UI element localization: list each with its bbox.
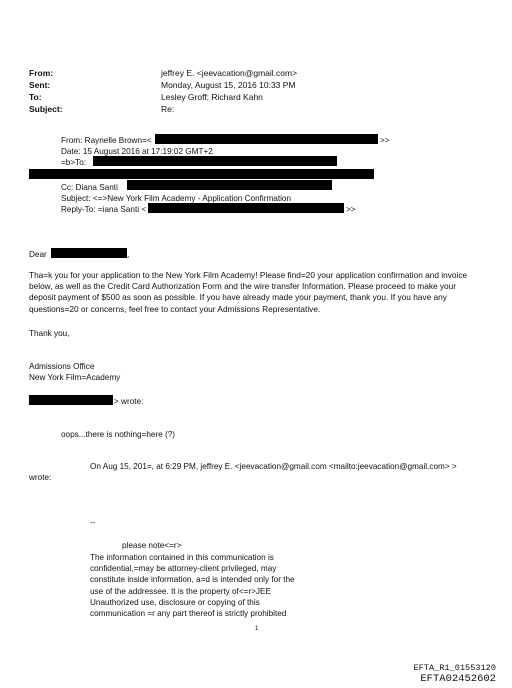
subject-value: Re: (161, 104, 175, 114)
sent-label: Sent: (29, 80, 51, 90)
page-number: 1 (255, 626, 259, 632)
redaction-block (51, 248, 130, 259)
redaction-block (148, 203, 344, 213)
redaction-block (29, 169, 374, 179)
signature-line-1: Admissions Office (29, 362, 95, 371)
to-label: To: (29, 92, 42, 102)
greeting: Dear (29, 250, 47, 259)
quoted-from-tail: >> (380, 136, 390, 145)
bates-id-small: EFTA_R1_01553120 (413, 663, 496, 673)
quoted-reply-to: Reply-To: =iana Santi < (61, 205, 147, 214)
quoted-date: Date: 15 August 2016 at 17:19:02 GMT+2 (61, 147, 213, 156)
redaction-block (93, 156, 337, 166)
quoted-subject: Subject: <=>New York Film Academy - Application Confirmation (61, 194, 292, 203)
greeting-tail: , (127, 250, 130, 259)
body-paragraph: Tha=k you for your application to the New York Film Academy! Please find=20 your application confirmation and invoice below, as well as the Credit Card Authorization Form and the wire transfer Information. Please proceed to make your deposit payment of $500 as soon as possible. If you have already made your payment, thank you. If you have any questions=20 or concerns, feel free to contact your Admissions Representative. (29, 270, 468, 314)
from-value: jeffrey E. <jeevacation@gmail.com> (161, 68, 298, 78)
quoted-to: =b>To: (61, 158, 87, 167)
confidentiality-notice: The information contained in this communication is confidential,=may be attorney-client privileged, may constitute inside information, a=d is intended only for the use of the addressee. It is the property of<=r>JEE Unauthorized use, disclosure or copying of this communication =r any part thereof is strictly prohibited (90, 553, 295, 619)
redaction-block (127, 180, 332, 190)
redaction-block (155, 134, 378, 144)
to-value: Lesley Groff; Richard Kahn (161, 92, 263, 102)
please-note: please note<=r> (122, 541, 182, 550)
on-date-line: On Aug 15, 201=, at 6:29 PM, jeffrey E. <jeevacation@gmail.com <mailto:jeevacation@gmail.com> > (90, 462, 457, 471)
wrote-line: > wrote: (114, 397, 144, 406)
quoted-from: From: Raynelle Brown=< (61, 136, 152, 145)
oops-line: oops...there is nothing=here (?) (61, 430, 176, 439)
redaction-block (29, 395, 113, 405)
dashes: -- (90, 518, 96, 527)
thanks: Thank you, (29, 329, 70, 338)
quoted-cc: Cc: Diana Santi (61, 183, 118, 192)
from-label: From: (29, 68, 54, 78)
subject-label: Subject: (29, 104, 63, 114)
sent-value: Monday, August 15, 2016 10:33 PM (161, 80, 296, 90)
bates-id-large: EFTA02452602 (420, 673, 496, 685)
quoted-reply-to-tail: >> (346, 205, 356, 214)
signature-line-2: New York Film=Academy (29, 373, 121, 382)
wrote-line-2: wrote: (29, 473, 52, 482)
